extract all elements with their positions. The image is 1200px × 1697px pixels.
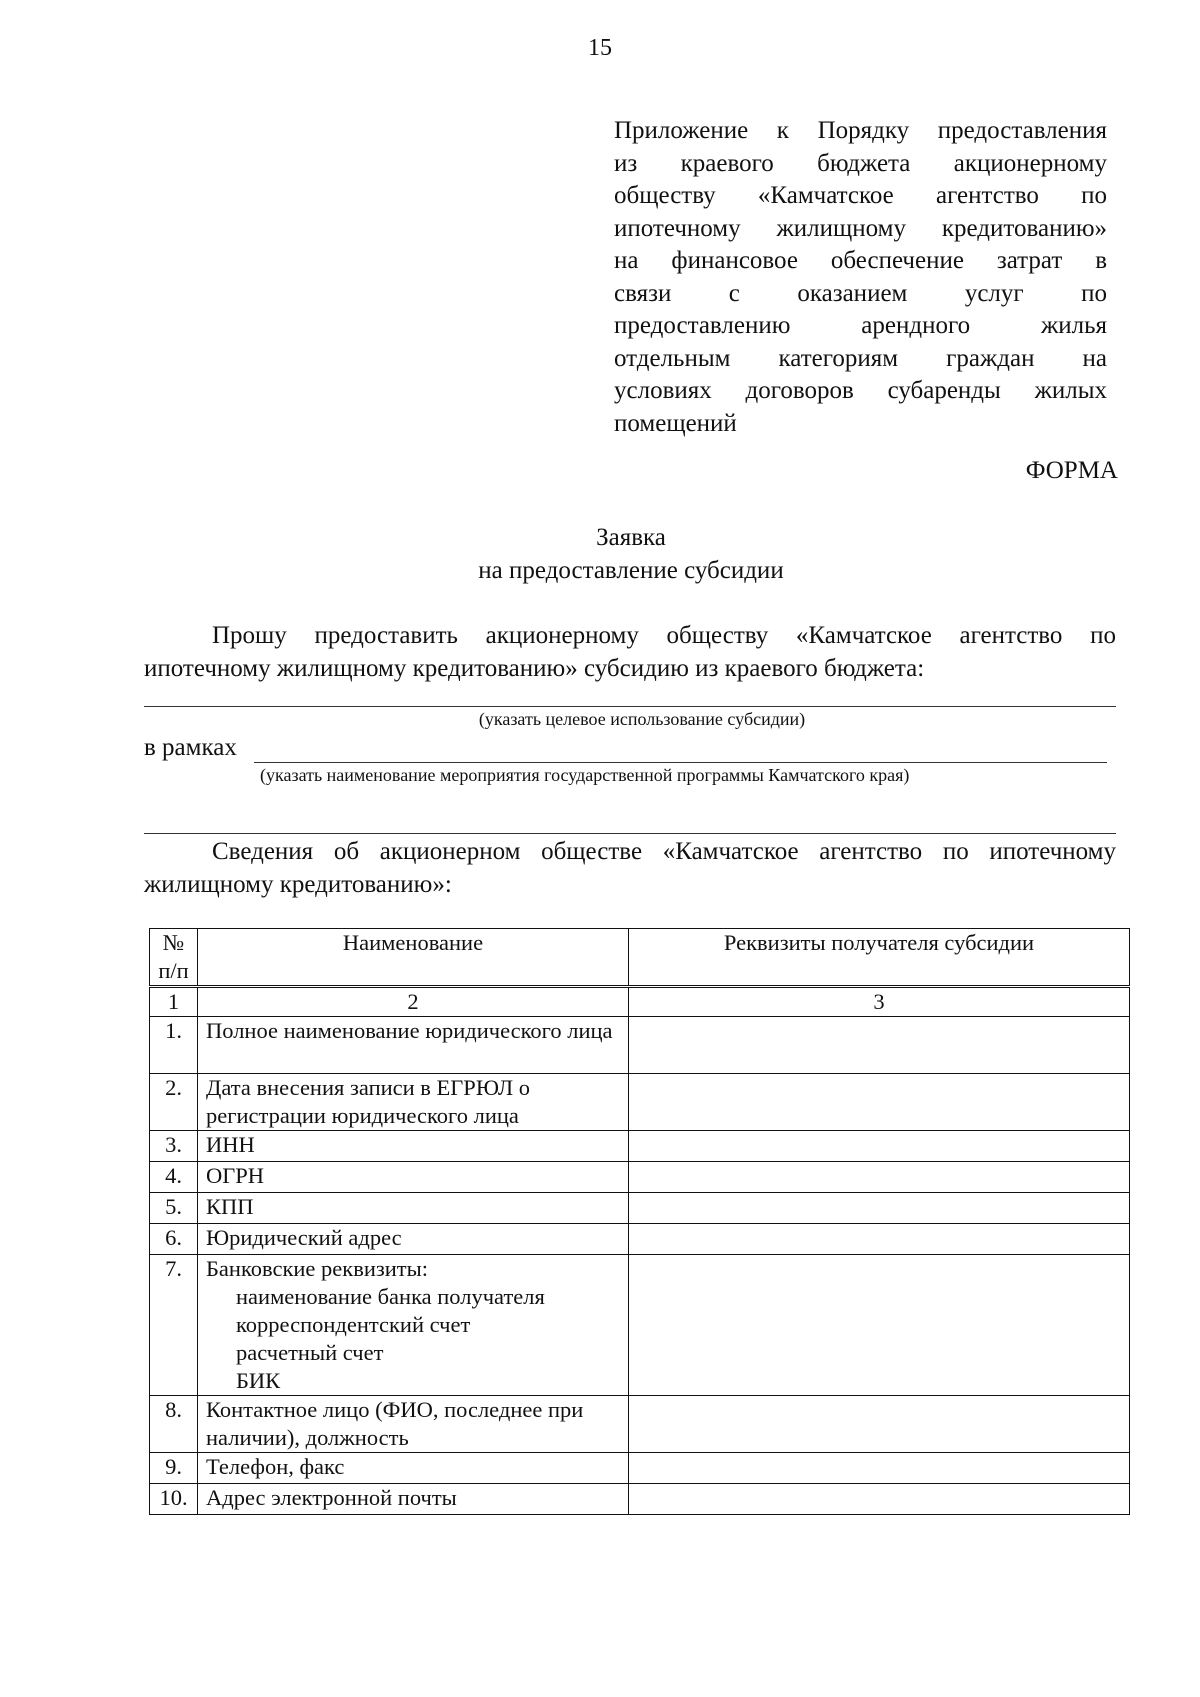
appendix-line: предоставлению арендного жилья bbox=[614, 312, 1107, 339]
row-value-cell[interactable] bbox=[629, 1484, 1130, 1515]
appendix-line: отдельным категориям граждан на bbox=[614, 344, 1107, 372]
appendix-line: помещений bbox=[614, 409, 737, 437]
row-name: Полное наименование юридического лица bbox=[198, 1017, 629, 1074]
row-num: 10. bbox=[150, 1484, 198, 1515]
col-number: 2 bbox=[198, 987, 629, 1017]
appendix-line: обществу «Камчатское агентство по bbox=[614, 182, 1107, 209]
header-requisites: Реквизиты получателя субсидии bbox=[629, 929, 1130, 987]
row-value-cell[interactable] bbox=[629, 1162, 1130, 1193]
row-value-cell[interactable] bbox=[629, 1453, 1130, 1484]
row-value-cell[interactable] bbox=[629, 1193, 1130, 1224]
row-name-bank bbox=[198, 1255, 629, 1396]
title-line-1: Заявка bbox=[596, 524, 666, 551]
purpose-input-line[interactable] bbox=[144, 706, 1116, 707]
col-number: 3 bbox=[629, 987, 1130, 1017]
table-row bbox=[150, 1255, 1130, 1396]
request-line: ипотечному жилищному кредитованию» субсидию из краевого бюджета: bbox=[144, 655, 925, 682]
appendix-line: ипотечному жилищному кредитованию» bbox=[614, 214, 1107, 242]
row-name: Юридический адрес bbox=[198, 1224, 629, 1255]
row-name: Банковские реквизиты: bbox=[206, 1256, 429, 1281]
program-continuation-line[interactable] bbox=[144, 833, 1116, 834]
row-name: Дата внесения записи в ЕГРЮЛ о регистрации юридического лица bbox=[198, 1074, 629, 1131]
table-row bbox=[150, 1396, 1130, 1453]
table-column-numbers bbox=[150, 987, 1130, 1017]
bank-sub-item: наименование банка получателя bbox=[236, 1284, 545, 1309]
appendix-line: условиях договоров субаренды жилых bbox=[614, 377, 1107, 404]
row-value-cell[interactable] bbox=[629, 1074, 1130, 1131]
info-line: Сведения об акционерном обществе «Камчатское агентство по ипотечному bbox=[212, 838, 1116, 865]
program-input-line[interactable] bbox=[254, 762, 1107, 763]
request-paragraph bbox=[144, 619, 1116, 685]
appendix-line: Приложение к Порядку предоставления bbox=[614, 117, 1107, 144]
row-num: 4. bbox=[150, 1162, 198, 1193]
table-row bbox=[150, 1193, 1130, 1224]
row-name: ОГРН bbox=[198, 1162, 629, 1193]
table-row bbox=[150, 1484, 1130, 1515]
row-name: Телефон, факс bbox=[198, 1453, 629, 1484]
table-header-row bbox=[150, 929, 1130, 987]
purpose-hint: (указать целевое использование субсидии) bbox=[478, 709, 806, 729]
table-row bbox=[150, 1131, 1130, 1162]
info-paragraph bbox=[144, 835, 1116, 901]
row-value-cell[interactable] bbox=[629, 1224, 1130, 1255]
request-line: Прошу предоставить акционерному обществу «Камчатское агентство по bbox=[212, 622, 1116, 649]
row-value-cell[interactable] bbox=[629, 1396, 1130, 1453]
header-num: № п/п bbox=[150, 929, 198, 987]
document-title bbox=[0, 521, 1200, 587]
row-num: 9. bbox=[150, 1453, 198, 1484]
row-num: 3. bbox=[150, 1131, 198, 1162]
header-name: Наименование bbox=[198, 929, 629, 987]
row-num: 5. bbox=[150, 1193, 198, 1224]
program-hint: (указать наименование мероприятия государственной программы Камчатского края) bbox=[260, 765, 910, 785]
row-name: Контактное лицо (ФИО, последнее при наличии), должность bbox=[198, 1396, 629, 1453]
in-frame-label: в рамках bbox=[144, 734, 237, 761]
table-row bbox=[150, 1074, 1130, 1131]
row-value-cell[interactable] bbox=[629, 1131, 1130, 1162]
col-number: 1 bbox=[150, 987, 198, 1017]
row-num: 1. bbox=[150, 1017, 198, 1074]
bank-sub-item: БИК bbox=[236, 1368, 281, 1393]
bank-sub-item: расчетный счет bbox=[236, 1340, 384, 1365]
form-label: ФОРМА bbox=[1025, 457, 1118, 484]
bank-sub-item: корреспондентский счет bbox=[236, 1312, 471, 1337]
row-num: 8. bbox=[150, 1396, 198, 1453]
table-row bbox=[150, 1453, 1130, 1484]
appendix-line: из краевого бюджета акционерному bbox=[614, 149, 1107, 177]
company-info-table bbox=[149, 928, 1130, 1515]
row-num: 7. bbox=[150, 1255, 198, 1396]
appendix-line: на финансовое обеспечение затрат в bbox=[614, 247, 1107, 274]
row-value-cell[interactable] bbox=[629, 1017, 1130, 1074]
info-line: жилищному кредитованию»: bbox=[144, 871, 452, 898]
table-row bbox=[150, 1162, 1130, 1193]
table-row bbox=[150, 1224, 1130, 1255]
appendix-line: связи с оказанием услуг по bbox=[614, 279, 1107, 307]
appendix-note bbox=[614, 115, 1107, 440]
title-line-2: на предоставление субсидии bbox=[478, 557, 784, 584]
page-number: 15 bbox=[588, 35, 612, 61]
row-value-cell[interactable] bbox=[629, 1255, 1130, 1396]
row-num: 6. bbox=[150, 1224, 198, 1255]
row-name: КПП bbox=[198, 1193, 629, 1224]
table-row bbox=[150, 1017, 1130, 1074]
row-num: 2. bbox=[150, 1074, 198, 1131]
row-name: Адрес электронной почты bbox=[198, 1484, 629, 1515]
row-name: ИНН bbox=[198, 1131, 629, 1162]
